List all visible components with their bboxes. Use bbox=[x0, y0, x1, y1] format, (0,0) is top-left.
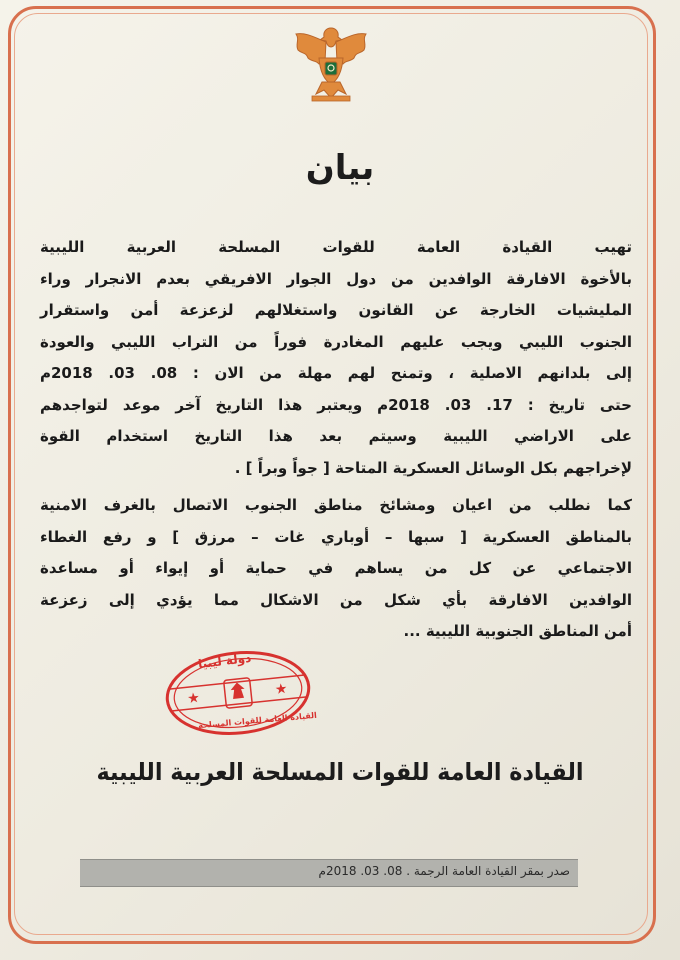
stamp-bottom-text: القيادة العامة للقوات المسلحة bbox=[197, 710, 318, 731]
text-line: الجنوب الليبي ويجب عليهم المغادرة فوراً من التراب الليبي والعودة bbox=[40, 332, 632, 351]
text-line: لإخراجهم بكل الوسائل العسكرية المتاحة [ جواً وبراً ] . bbox=[234, 458, 632, 477]
text-line: إلى بلدانهم الاصلية ، وتمنح لهم مهلة من الان : 08. 03. 2018م bbox=[40, 364, 632, 382]
statement-title: بيان bbox=[305, 148, 375, 188]
text-line: تهيب القيادة العامة للقوات المسلحة العربية الليبية bbox=[40, 238, 632, 256]
paragraph-ultimatum bbox=[40, 232, 632, 484]
svg-text:★: ★ bbox=[186, 690, 201, 708]
signature-authority: القيادة العامة للقوات المسلحة العربية الليبية bbox=[96, 758, 584, 786]
text-line: حتى تاريخ : 17. 03. 2018م ويعتبر هذا التاريخ آخر موعد لتواجدهم bbox=[40, 395, 632, 414]
text-line: الاجتماعي عن كل من يساهم في حماية أو إيواء أو مساعدة bbox=[40, 559, 632, 577]
text-line: أمن المناطق الجنوبية الليبية ... bbox=[403, 622, 632, 640]
text-line: على الاراضي الليبية وسيتم بعد هذا التاريخ استخدام القوة bbox=[40, 427, 632, 445]
footer-issue-note: صدر بمقر القيادة العامة الرجمة . 08. 03. 2018م bbox=[318, 864, 570, 878]
text-line: الوافدين الافارقة بأي شكل من الاشكال مما يؤدي إلى زعزعة bbox=[40, 590, 632, 609]
text-line: بالأخوة الافارقة الوافدين من دول الجوار الافريقي بعدم الانجرار وراء bbox=[40, 269, 632, 288]
stamp-top-text: دولة ليبيا bbox=[197, 650, 252, 672]
text-line: بالمناطق العسكرية [ سبها – أوباري غات – مرزق ] و رفع الغطاء bbox=[40, 527, 632, 546]
eagle-emblem-icon bbox=[286, 18, 376, 104]
text-line: كما نطلب من اعيان ومشائخ مناطق الجنوب الاتصال بالغرف الامنية bbox=[40, 496, 632, 514]
text-line: المليشيات الخارجة عن القانون واستغلالهم لزعزعة أمن واستقرار bbox=[40, 301, 632, 319]
svg-text:★: ★ bbox=[274, 680, 289, 699]
paragraph-request bbox=[40, 490, 632, 648]
